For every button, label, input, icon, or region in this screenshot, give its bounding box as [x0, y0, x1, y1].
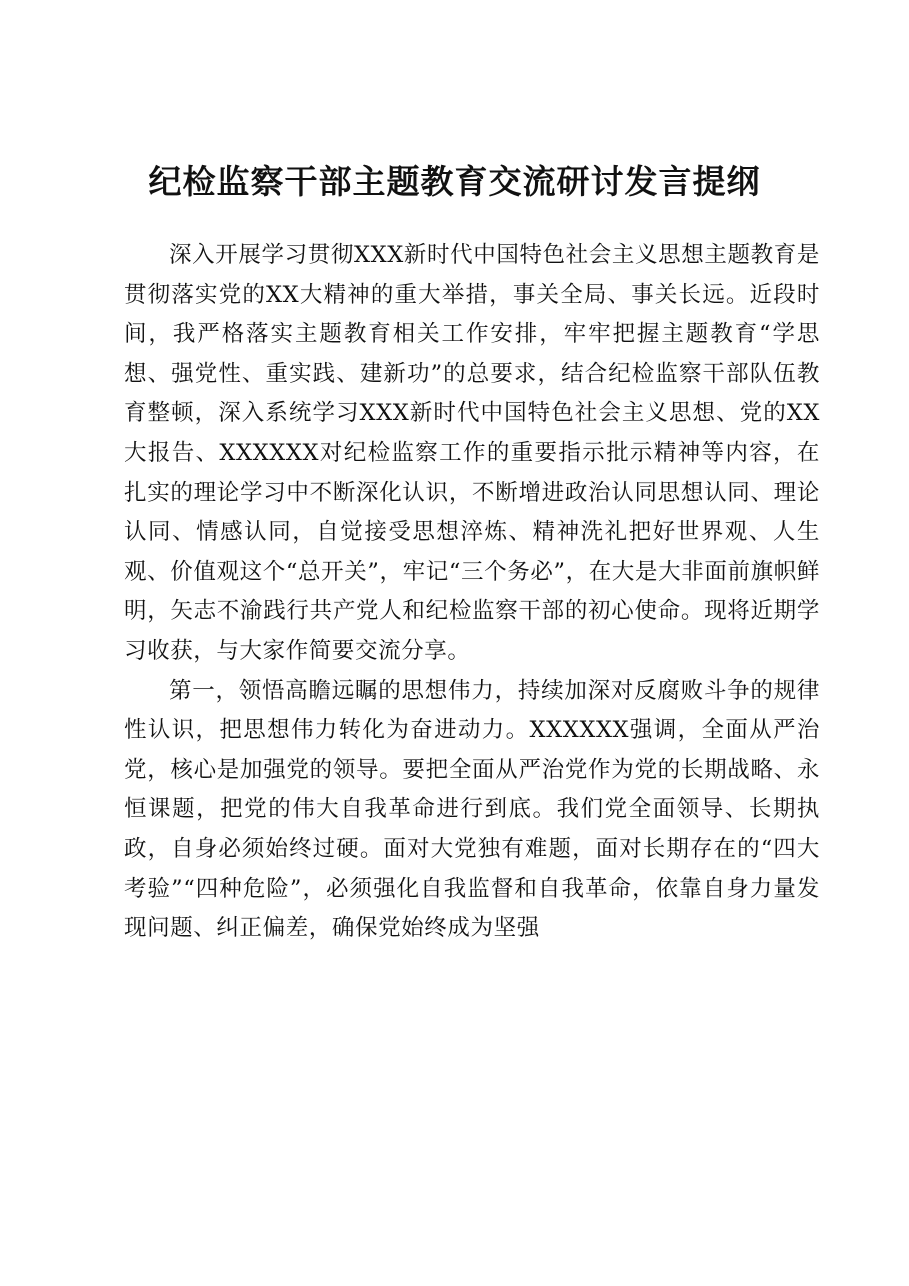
paragraph-first-point: 第一，领悟高瞻远瞩的思想伟力，持续加深对反腐败斗争的规律性认识，把思想伟力转化为奋进动力。XXXXXX强调，全面从严治党，核心是加强党的领导。要把全面从严治党作为党的长期战略、永恒课题，把党的伟大自我革命进行到底。我们党全面领导、长期执政，自身必须始终过硬。面对大党独有难题，面对长期存在的“四大考验”“四种危险”，必须强化自我监督和自我革命，依靠自身力量发现问题、纠正偏差，确保党始终成为坚强: [124, 677, 820, 942]
document-title: 纪检监察干部主题教育交流研讨发言提纲: [148, 162, 761, 201]
document-body: [124, 236, 820, 949]
paragraph-intro: 深入开展学习贯彻XXX新时代中国特色社会主义思想主题教育是贯彻落实党的XX大精神的重大举措，事关全局、事关长远。近段时间，我严格落实主题教育相关工作安排，牢牢把握主题教育“学思想、强党性、重实践、建新功”的总要求，结合纪检监察干部队伍教育整顿，深入系统学习XXX新时代中国特色社会主义思想、党的XX大报告、XXXXXX对纪检监察工作的重要指示批示精神等内容，在扎实的理论学习中不断深化认识，不断增进政治认同思想认同、理论认同、情感认同，自觉接受思想淬炼、精神洗礼把好世界观、人生观、价值观这个“总开关”，牢记“三个务必”，在大是大非面前旗帜鲜明，矢志不渝践行共产党人和纪检监察干部的初心使命。现将近期学习收获，与大家作简要交流分享。: [124, 242, 820, 664]
